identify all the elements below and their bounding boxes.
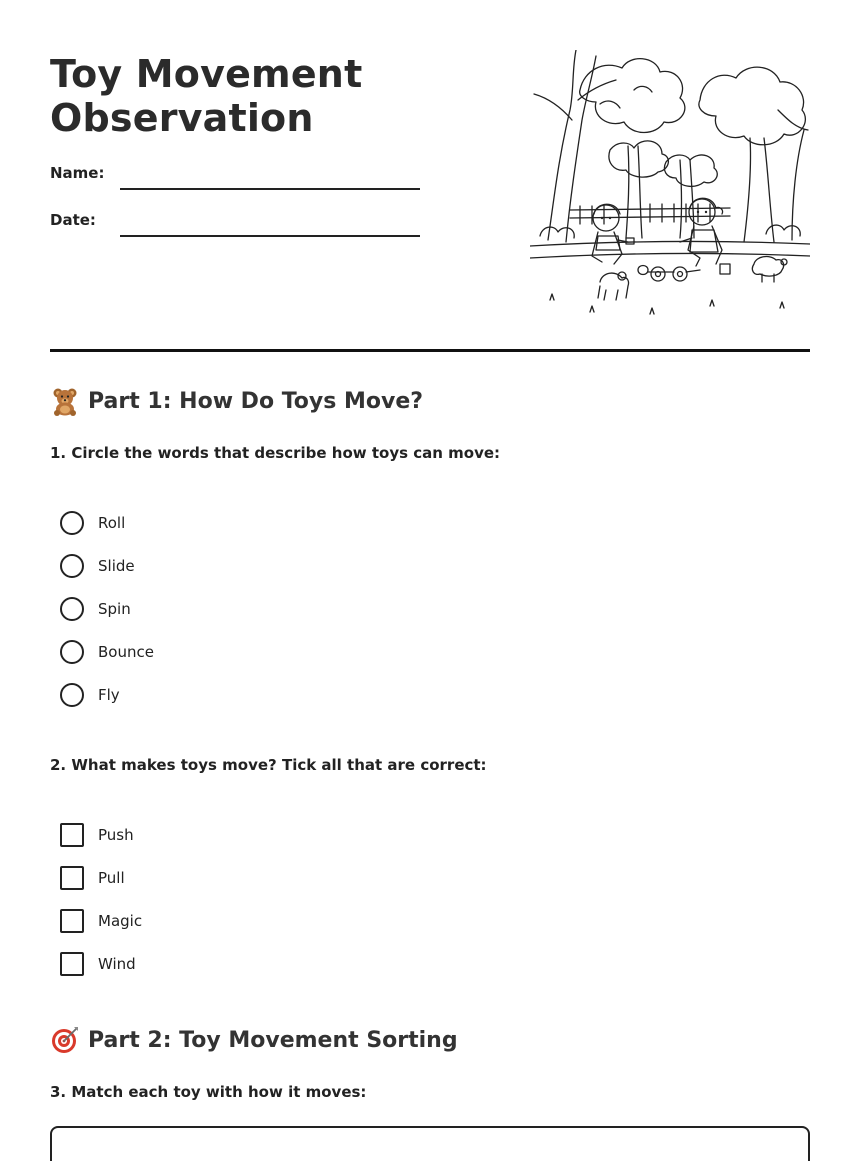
checkbox-magic[interactable]: [60, 909, 84, 933]
part1-heading-text: Part 1: How Do Toys Move?: [88, 388, 424, 414]
name-label: Name:: [50, 164, 105, 182]
option-label: Bounce: [98, 643, 154, 661]
date-write-line[interactable]: [120, 235, 420, 237]
option-label: Roll: [98, 514, 126, 532]
option-push[interactable]: [60, 823, 134, 847]
option-fly[interactable]: [60, 683, 120, 707]
option-label: Spin: [98, 600, 131, 618]
circle-option-bounce[interactable]: [60, 640, 84, 664]
option-pull[interactable]: [60, 866, 125, 890]
question-1: 1. Circle the words that describe how toys can move:: [50, 444, 501, 462]
part2-heading: [50, 1025, 458, 1055]
checkbox-pull[interactable]: [60, 866, 84, 890]
circle-option-fly[interactable]: [60, 683, 84, 707]
target-icon: [50, 1025, 80, 1055]
option-label: Push: [98, 826, 134, 844]
option-bounce[interactable]: [60, 640, 154, 664]
date-label: Date:: [50, 211, 96, 229]
circle-option-spin[interactable]: [60, 597, 84, 621]
name-field: [50, 164, 420, 190]
part1-heading: [50, 386, 423, 416]
question-2: 2. What makes toys move? Tick all that are correct:: [50, 756, 487, 774]
checkbox-wind[interactable]: [60, 952, 84, 976]
circle-option-roll[interactable]: [60, 511, 84, 535]
name-write-line[interactable]: [120, 188, 420, 190]
worksheet-title: Toy Movement Observation: [50, 52, 363, 140]
part2-heading-text: Part 2: Toy Movement Sorting: [88, 1027, 458, 1053]
option-label: Slide: [98, 557, 135, 575]
option-magic[interactable]: [60, 909, 142, 933]
question-3: 3. Match each toy with how it moves:: [50, 1083, 367, 1101]
option-wind[interactable]: [60, 952, 136, 976]
option-label: Magic: [98, 912, 143, 930]
option-label: Pull: [98, 869, 125, 887]
header-divider: [50, 349, 810, 352]
option-roll[interactable]: [60, 511, 125, 535]
option-slide[interactable]: [60, 554, 135, 578]
worksheet-header: [50, 50, 810, 322]
checkbox-push[interactable]: [60, 823, 84, 847]
park-illustration: [530, 50, 810, 322]
circle-option-slide[interactable]: [60, 554, 84, 578]
teddy-bear-icon: [50, 386, 80, 416]
option-label: Fly: [98, 686, 120, 704]
matching-table: [50, 1126, 810, 1161]
option-label: Wind: [98, 955, 136, 973]
option-spin[interactable]: [60, 597, 131, 621]
date-field: [50, 211, 420, 237]
